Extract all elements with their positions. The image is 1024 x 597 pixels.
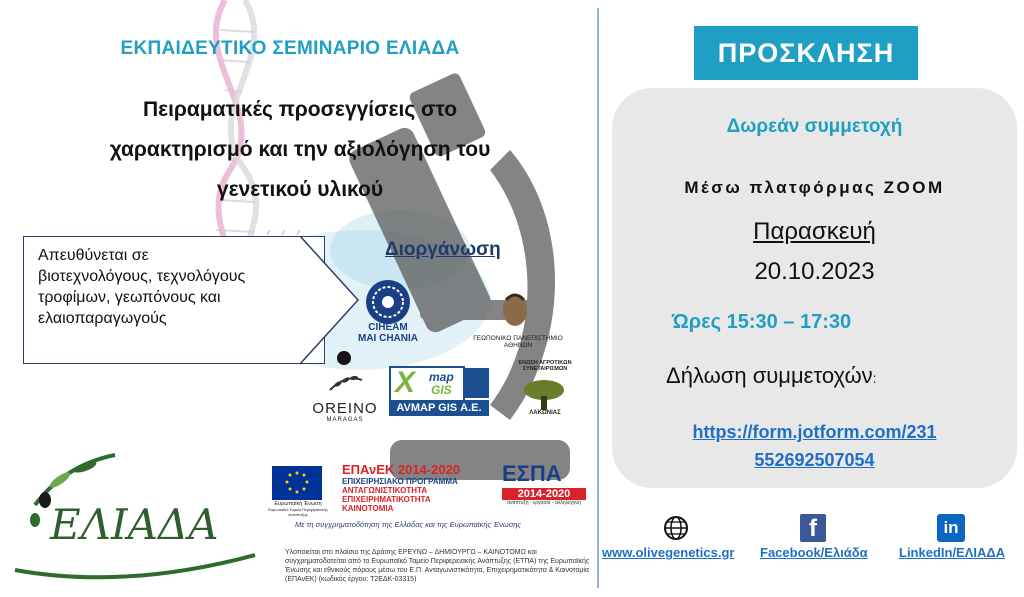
aua-head-icon [498, 290, 532, 334]
registration-link-line[interactable]: https://form.jotform.com/231 [692, 422, 937, 442]
avmap-gis-text: GIS [431, 383, 452, 397]
free-participation: Δωρεάν συμμετοχή [726, 116, 903, 137]
oreino-mark [328, 370, 364, 396]
aua-logo [498, 290, 532, 334]
ciheam-label-line: MAI CHANIA [358, 333, 418, 344]
epanek-line: ΑΝΤΑΓΩΝΙΣΤΙΚΟΤΗΤΑ [342, 486, 428, 495]
coop-logo [522, 378, 566, 410]
audience-line: βιοτεχνολόγους, τεχνολόγους [38, 268, 246, 285]
avmap-map-text: map [429, 370, 454, 384]
vertical-divider [597, 8, 599, 588]
event-hours: Ώρες 15:30 – 17:30 [672, 311, 852, 333]
seminar-title [20, 90, 580, 210]
ciheam-logo [366, 280, 410, 324]
cofunding-note: Με τη συγχρηματοδότηση της Ελλάδας και της Ευρωπαϊκής Ένωσης [295, 520, 522, 529]
oreino-dot-icon [337, 351, 351, 365]
eu-stars-icon [272, 466, 322, 500]
linkedin-icon[interactable]: in [937, 514, 965, 542]
coop-label-top: ΕΝΩΣΗ ΑΓΡΟΤΙΚΩΝ ΣΥΝΕΤΑΙΡΙΣΜΩΝ [518, 360, 572, 372]
avmap-x-icon: X [395, 366, 416, 399]
seminar-title-line: Πειραματικές προσεγγίσεις στο [142, 98, 458, 121]
eu-label-line: Ευρωπαϊκό Ταμείο Περιφερειακής Ανάπτυξης [268, 507, 328, 517]
eu-label-line: Ευρωπαϊκή Ένωση [274, 501, 322, 507]
oreino-label [312, 400, 378, 423]
coop-tree-icon [522, 378, 566, 410]
eu-label [262, 501, 334, 517]
globe-icon[interactable] [663, 515, 689, 541]
facebook-link[interactable]: Facebook/Ελιάδα [760, 545, 868, 560]
avmap-top [389, 366, 465, 404]
ciheam-label-line: CIHEAM [368, 322, 408, 333]
avmap-label: AVMAP GIS Α.Ε. [389, 400, 489, 416]
event-day-text: Παρασκευή [753, 218, 876, 245]
series-title: ΕΚΠΑΙΔΕΥΤΙΚΟ ΣΕΜΙΝΑΡΙΟ ΕΛΙΑΔΑ [120, 38, 460, 59]
oreino-name: OREINO [312, 400, 378, 417]
espa-logo [502, 462, 586, 506]
audience-line: Απευθύνεται σε [38, 247, 149, 264]
registration-link-line[interactable]: 552692507054 [754, 450, 875, 470]
eliada-logo-text: ΕΛΙΑΔΑ [50, 500, 219, 549]
epanek-title: ΕΠΑνΕΚ 2014-2020 [342, 462, 461, 477]
espa-years: 2014-2020 [502, 488, 586, 500]
registration-link[interactable] [612, 418, 1017, 474]
ciheam-label [355, 322, 421, 344]
platform-text: Μέσω πλατφόρμας ZOOM [684, 178, 945, 197]
event-day [612, 218, 1017, 246]
epanek-logo [342, 462, 492, 513]
audience-line: ελαιοπαραγωγούς [38, 310, 167, 327]
ciheam-emblem-icon [366, 280, 410, 324]
registration-colon: : [872, 370, 877, 386]
olive-branch-icon [328, 370, 364, 396]
espa-tagline: ανάπτυξη - εργασία - αλληλεγγύη [507, 500, 581, 506]
oreino-sub: MARAGAS [326, 417, 364, 423]
coop-label-bottom: ΛΑΚΩΝΙΑΣ [529, 410, 561, 416]
epanek-line: ΕΠΙΧΕΙΡΗΜΑΤΙΚΟΤΗΤΑ [342, 495, 431, 504]
organizers-heading: Διοργάνωση [385, 239, 501, 260]
linkedin-link[interactable]: LinkedIn/ΕΛΙΑΔΑ [899, 545, 1006, 560]
epanek-line: ΚΑΙΝΟΤΟΜΙΑ [342, 504, 394, 513]
avmap-square [465, 368, 489, 398]
seminar-title-line: γενετικού υλικού [216, 178, 384, 201]
audience-text [38, 245, 308, 329]
espa-title: ΕΣΠΑ [502, 461, 562, 486]
facebook-icon[interactable]: f [800, 514, 826, 542]
registration-heading-text: Δήλωση συμμετοχών [666, 363, 873, 388]
registration-heading [666, 363, 877, 389]
seminar-title-line: χαρακτηρισμό και την αξιολόγηση του [109, 138, 491, 161]
event-date: 20.10.2023 [754, 258, 875, 285]
fine-print: Υλοποιείται στο πλαίσιο της Δράσης ΕΡΕΥΝΩ – ΔΗΜΙΟΥΡΓΩ – ΚΑΙΝΟΤΟΜΩ και συγχρηματοδοτείται από το Ευρωπαϊκό Ταμείο Περιφερειακής Ανάπτυξης (ΕΤΠΑ) της Ευρωπαϊκής Ένωσης και εθνικούς πόρους μέσω του Ε.Π. Ανταγωνιστικότητα, Επιχειρηματικότητα & Καινοτομία (ΕΠΑνΕΚ) (κωδικός έργου: Τ2ΕΔΚ-03315) [285, 549, 590, 583]
aua-label: ΓΕΩΠΟΝΙΚΟ ΠΑΝΕΠΙΣΤΗΜΙΟ ΑΘΗΝΩΝ [473, 335, 563, 349]
eu-flag [272, 466, 322, 500]
website-link[interactable]: www.olivegenetics.gr [602, 545, 735, 560]
audience-line: τροφίμων, γεωπόνους και [38, 289, 221, 306]
eliada-logo [5, 445, 270, 585]
invitation-banner-text: ΠΡΟΣΚΛΗΣΗ [717, 38, 895, 68]
epanek-line: ΕΠΙΧΕΙΡΗΣΙΑΚΟ ΠΡΟΓΡΑΜΜΑ [342, 477, 458, 486]
audience-arrow-shape [300, 236, 360, 365]
